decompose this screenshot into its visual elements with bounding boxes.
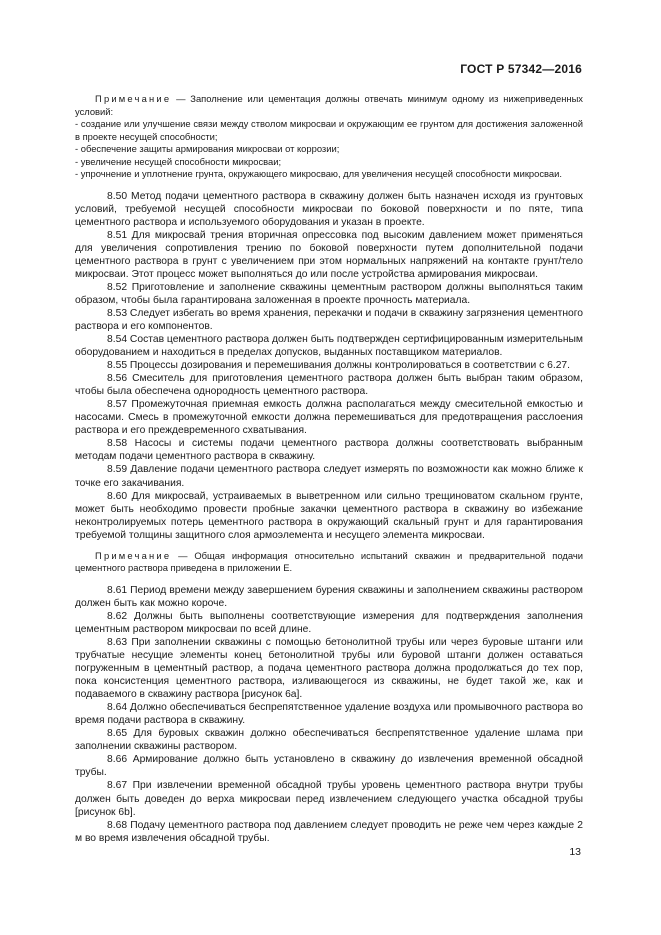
note-1-text: — Заполнение или цементация должны отвечать минимум одному из нижеприведенных условий: [75,93,583,117]
paragraph-8-55: 8.55 Процессы дозирования и перемешивания должны контролироваться в соответствии с 6.27. [107,360,571,372]
note-block-2 [75,550,583,575]
paragraph-8-68: 8.68 Подачу цементного раствора под давлением следует проводить не реже чем через каждые 2 м во время извлечения обсадной трубы. [75,819,583,844]
paragraph-8-51: 8.51 Для микросвай трения вторичная опрессовка под высоким давлением может применяться для увеличения сопротивления трению по боковой поверхности путем дополнительной подачи цементного раствора в грунт с увеличением при этом нормальных напряжений на контакте грунт/тело микросваи. Этот процесс может выполняться до или после устройства армирования микросваи. [75,229,583,280]
note-1-label: Примечание [95,93,172,104]
note-2-lead [75,550,583,575]
paragraph-8-58: 8.58 Насосы и системы подачи цементного раствора должны соответствовать выбранным методам подачи цементного раствора в скважину. [75,438,583,463]
paragraph-8-64: 8.64 Должно обеспечиваться беспрепятственное удаление воздуха или промывочного раствора во время подачи раствора в скважину. [75,702,583,727]
paragraph-8-66: 8.66 Армирование должно быть установлено в скважину до извлечения временной обсадной трубы. [75,754,583,779]
note-2-label: Примечание [95,549,172,561]
paragraph-8-59: 8.59 Давление подачи цементного раствора следует измерять по возможности как можно ближе к точке его закачивания. [75,464,583,489]
page-number: 13 [569,846,581,858]
paragraph-8-63: 8.63 При заполнении скважины с помощью бетонолитной трубы или через буровые штанги или трубчатые несущие элементы конец бетонолитной трубы или буровой штанги должен оставаться погруженным в цементный раствор, а подача цементного раствора должна продолжаться до тех пор, пока консистенция цементного раствора, изливающегося из скважины, не будет такой же, как и подаваемого в скважину раствора [рисунок 6а]. [75,636,583,701]
note-2-text: — Общая информация относительно испытаний скважин и предварительной подачи цементного раствора приведена в приложении Е. [75,549,583,574]
paragraph-8-52: 8.52 Приготовление и заполнение скважины цементным раствором должны выполняться таким образом, чтобы была гарантирована заложенная в проекте прочность материала. [75,281,583,306]
paragraph-8-57: 8.57 Промежуточная приемная емкость должна располагаться между смесительной емкостью и насосами. Смесь в промежуточной емкости должна перемешиваться для предотвращения расслоения раствора и его преждевременного схватывания. [75,399,583,437]
note-1-item: - обеспечение защиты армирования микросваи от коррозии; [75,143,340,154]
paragraph-8-50: 8.50 Метод подачи цементного раствора в скважину должен быть назначен исходя из грунтовых условий, требуемой несущей способности микросваи по боковой поверхности и по пяте, типа цементного раствора и используемого оборудования и указан в проекте. [75,190,583,228]
note-1-lead [75,93,583,118]
note-1-item: - упрочнение и уплотнение грунта, окружающего микросваю, для увеличения несущей способности микросваи. [75,168,562,179]
paragraph-8-60: 8.60 Для микросвай, устраиваемых в выветренном или сильно трещиноватом скальном грунте, может быть необходимо провести пробные закачки цементного раствора в скважину во избежание неконтролируемых потерь цементного раствора в окружающий скальный грунт и для гарантирования требуемой толщины защитного слоя армоэлемента и несущего элемента микросваи. [75,490,583,541]
paragraph-8-65: 8.65 Для буровых скважин должно обеспечиваться беспрепятственное удаление шлама при заполнении скважины раствором. [75,728,583,753]
paragraph-8-61: 8.61 Период времени между завершением бурения скважины и заполнением скважины раствором должен быть как можно короче. [75,584,583,609]
note-block-1 [75,93,583,181]
standard-header: ГОСТ Р 57342—2016 [460,62,582,76]
paragraph-8-56: 8.56 Смеситель для приготовления цементного раствора должен быть выбран таким образом, чтобы была обеспечена однородность цементного раствора. [75,373,583,398]
paragraph-8-62: 8.62 Должны быть выполнены соответствующие измерения для подтверждения заполнения цементным раствором микросваи по всей длине. [75,610,583,635]
paragraph-8-54: 8.54 Состав цементного раствора должен быть подтвержден сертифицированным измерительным оборудованием и находиться в пределах допусков, выданных поставщиком материалов. [75,334,583,359]
note-1-item: - увеличение несущей способности микросваи; [75,155,282,167]
paragraph-8-67: 8.67 При извлечении временной обсадной трубы уровень цементного раствора внутри трубы должен быть доведен до верха микросваи перед извлечением следующего участка обсадной трубы [рисунок 6b]. [75,780,583,818]
page-content [75,93,583,845]
note-1-item: - создание или улучшение связи между стволом микросваи и окружающим ее грунтом для достижения заложенной в проекте несущей способности; [75,118,583,142]
paragraph-8-53: 8.53 Следует избегать во время хранения, перекачки и подачи в скважину загрязнения цементного раствора и его компонентов. [75,307,583,332]
